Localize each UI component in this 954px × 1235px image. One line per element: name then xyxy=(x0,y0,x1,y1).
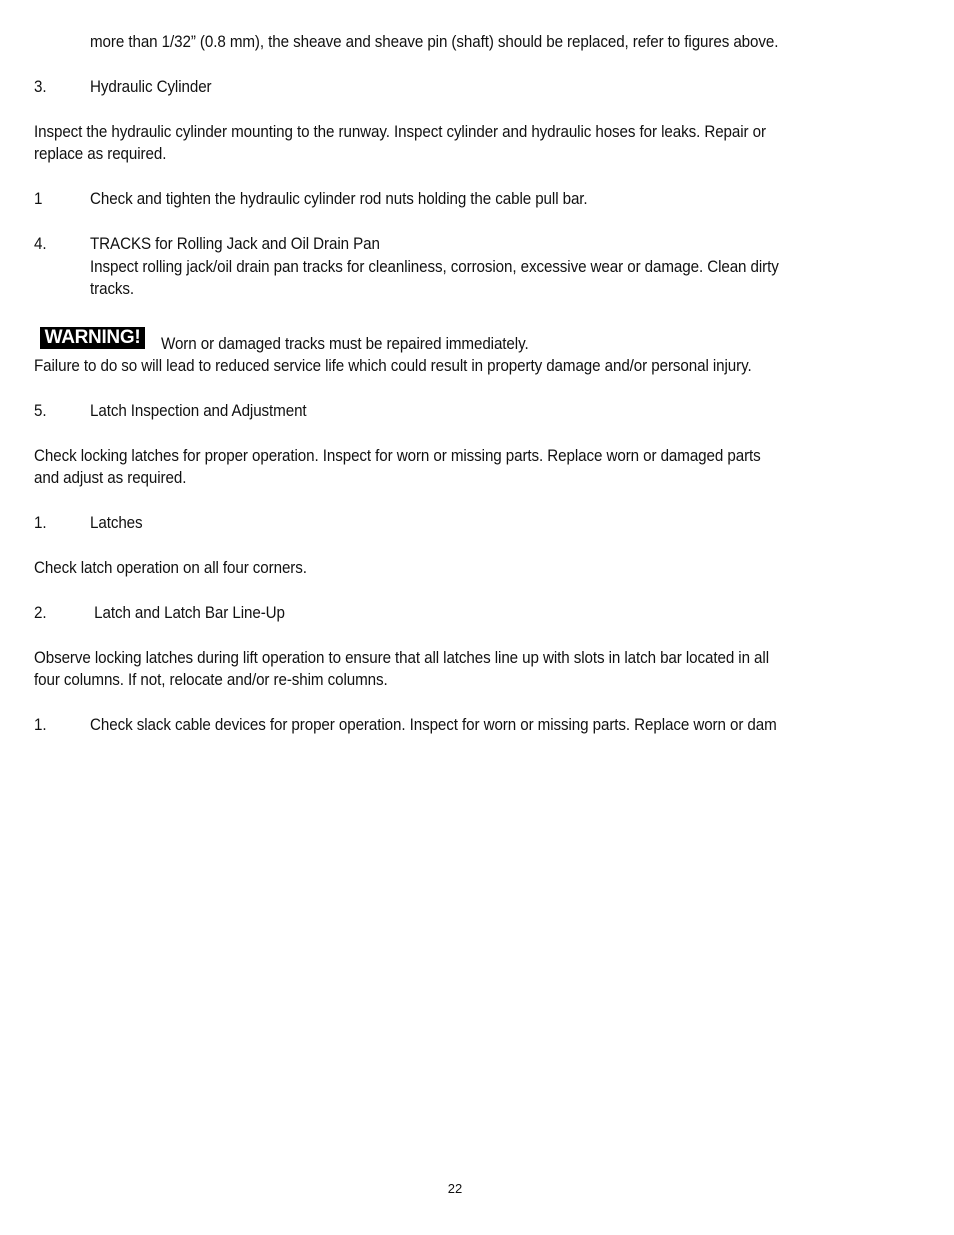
item-text: Inspect rolling jack/oil drain pan tracks for cleanliness, corrosion, excessive wear or damage. Clean dirty xyxy=(90,258,779,276)
warning-text: Worn or damaged tracks must be repaired immediately. xyxy=(161,335,529,353)
item-heading: Latch and Latch Bar Line-Up xyxy=(90,604,285,622)
paragraph-line: replace as required. xyxy=(34,145,167,163)
paragraph-line: Inspect the hydraulic cylinder mounting to the runway. Inspect cylinder and hydraulic hoses for leaks. Repair or xyxy=(34,123,766,141)
item-text: Check slack cable devices for proper operation. Inspect for worn or missing parts. Replace worn or dam xyxy=(90,716,777,734)
item-text: tracks. xyxy=(90,280,135,298)
item-number: 2. xyxy=(34,604,47,622)
paragraph-line: Observe locking latches during lift operation to ensure that all latches line up with slots in latch bar located in all xyxy=(34,649,769,667)
warning-badge: WARNING! xyxy=(40,327,145,349)
paragraph-line: Check latch operation on all four corners. xyxy=(34,559,307,577)
item-heading: TRACKS for Rolling Jack and Oil Drain Pan xyxy=(90,235,380,253)
item-number: 5. xyxy=(34,402,47,420)
paragraph-line: Check locking latches for proper operation. Inspect for worn or missing parts. Replace worn or damaged parts xyxy=(34,447,761,465)
item-number: 3. xyxy=(34,78,47,96)
paragraph-line: and adjust as required. xyxy=(34,469,187,487)
item-number: 1 xyxy=(34,190,43,208)
item-number: 1. xyxy=(34,514,47,532)
warning-followup: Failure to do so will lead to reduced service life which could result in property damage and/or personal injury. xyxy=(34,357,752,375)
item-heading: Latches xyxy=(90,514,143,532)
item-heading: Latch Inspection and Adjustment xyxy=(90,402,307,420)
item-number: 1. xyxy=(34,716,47,734)
continuation-line: more than 1/32” (0.8 mm), the sheave and sheave pin (shaft) should be replaced, refer to figures above. xyxy=(90,33,779,51)
paragraph-line: four columns. If not, relocate and/or re-shim columns. xyxy=(34,671,388,689)
item-number: 4. xyxy=(34,235,47,253)
item-heading: Hydraulic Cylinder xyxy=(90,78,212,96)
item-text: Check and tighten the hydraulic cylinder rod nuts holding the cable pull bar. xyxy=(90,190,588,208)
page-number: 22 xyxy=(447,1181,463,1196)
